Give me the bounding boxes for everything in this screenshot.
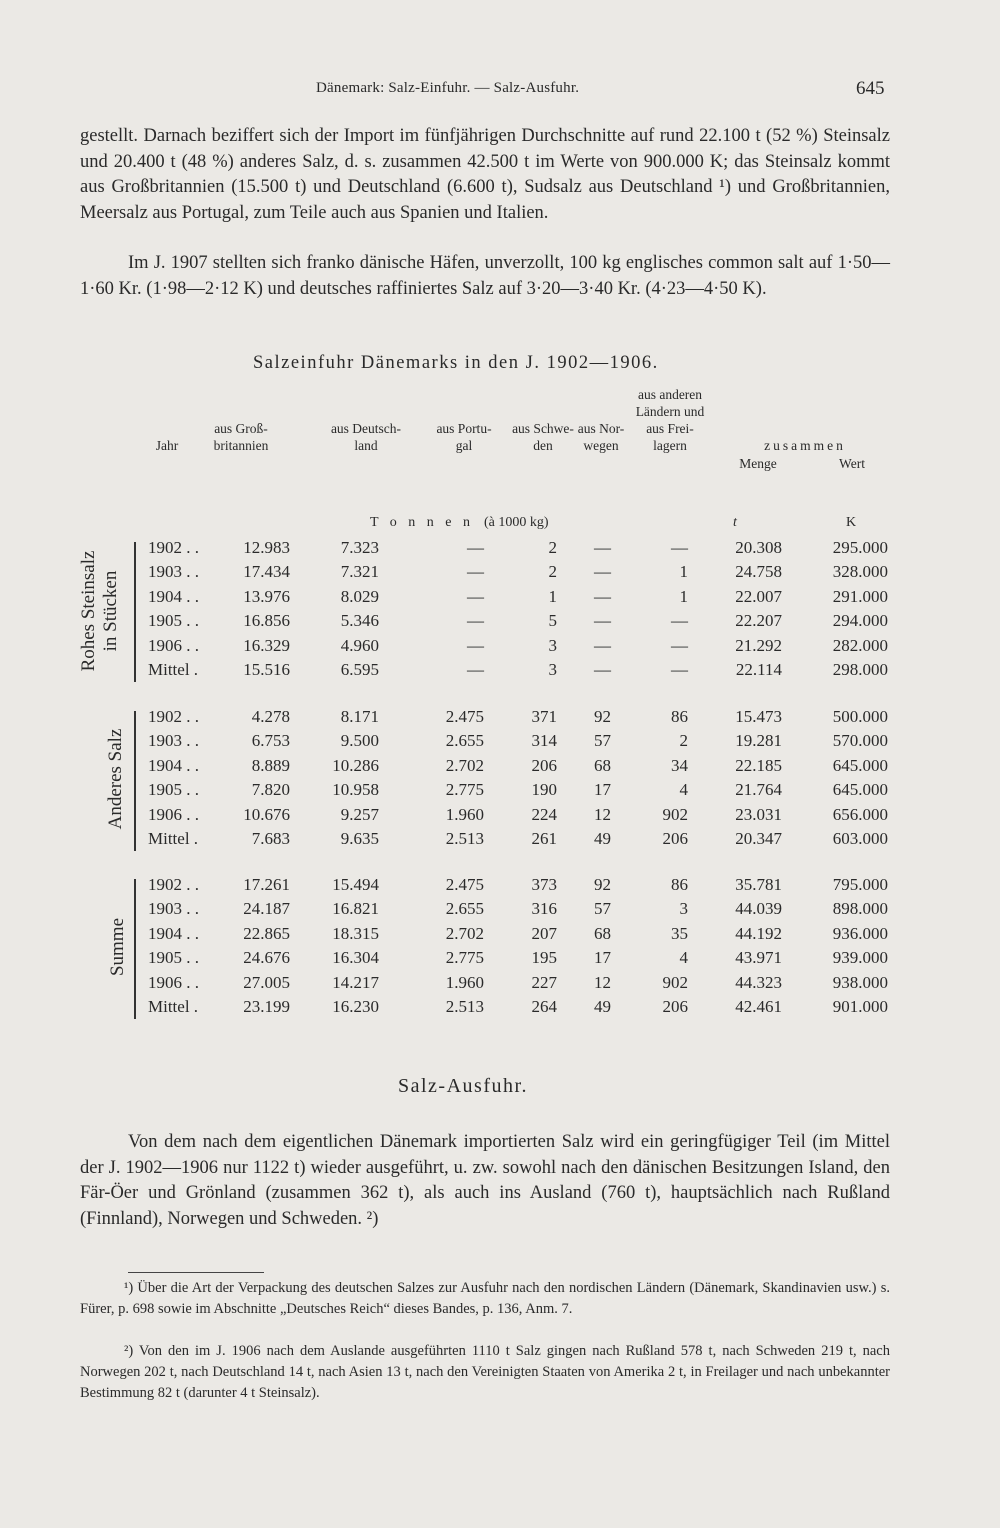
row-year: 1902 . . — [148, 538, 199, 557]
cell-other: 1 — [679, 586, 688, 606]
cell-menge: 24.758 — [735, 562, 782, 582]
row-year: 1906 . . — [148, 635, 199, 655]
cell-wert: 938.000 — [832, 972, 888, 992]
cell-wert: 898.000 — [832, 899, 888, 919]
cell-de: 8.171 — [340, 707, 379, 726]
cell-no: 17 — [594, 780, 611, 800]
cell-wert: 939.000 — [832, 948, 888, 968]
row-year: 1903 . . — [148, 562, 199, 582]
cell-se: 206 — [531, 755, 557, 775]
cell-se: 190 — [531, 780, 557, 800]
cell-no: 17 — [594, 948, 611, 968]
cell-wert: 645.000 — [832, 780, 888, 800]
cell-wert: 645.000 — [832, 755, 888, 775]
group-brace — [134, 542, 136, 682]
cell-se: 1 — [548, 586, 557, 606]
cell-gb: 10.676 — [243, 804, 290, 824]
cell-gb: 24.676 — [243, 948, 290, 968]
cell-menge: 23.031 — [735, 804, 782, 824]
footnote-2: ²) Von den im J. 1906 nach dem Auslande ausgeführten 1110 t Salz gingen nach Rußland 578 t, nach Schweden 219 t, nach Norwegen 202 t, nach Deutschland 14 t, nach Asien 13 t, nach den Vereinigten Staaten von Amerika 2 t, in Freilager und nach unbekannter Bestimmung 82 t (darunter 4 t Steinsalz). — [80, 1343, 890, 1401]
cell-de: 4.960 — [340, 635, 379, 655]
footnote-rule — [128, 1272, 264, 1273]
cell-other: 1 — [679, 562, 688, 582]
cell-gb: 8.889 — [251, 755, 290, 775]
row-year: Mittel . — [148, 997, 199, 1016]
cell-de: 14.217 — [332, 972, 379, 992]
cell-pt: — — [467, 586, 484, 606]
cell-other: 86 — [671, 707, 688, 726]
cell-pt: 2.475 — [445, 875, 484, 894]
cell-gb: 22.865 — [243, 923, 290, 943]
cell-menge: 20.308 — [735, 538, 782, 557]
cell-gb: 7.683 — [251, 829, 290, 848]
cell-pt: 2.702 — [445, 923, 484, 943]
cell-wert: 936.000 — [832, 923, 888, 943]
intro-paragraph-2: Im J. 1907 stellten sich franko dänische Häfen, unverzollt, 100 kg englisches common salt auf 1·50—1·60 Kr. (1·98—2·12 K) und deutsches raffiniertes Salz auf 3·20—3·40 Kr. (4·23—4·50 K). — [80, 253, 890, 299]
cell-de: 15.494 — [332, 875, 379, 894]
group-label — [107, 874, 129, 1020]
cell-wert: 282.000 — [832, 635, 888, 655]
cell-menge: 19.281 — [735, 731, 782, 751]
cell-se: 3 — [548, 660, 557, 679]
cell-no: 49 — [594, 997, 611, 1016]
row-year: 1902 . . — [148, 707, 199, 726]
cell-menge: 44.039 — [735, 899, 782, 919]
cell-other: 4 — [679, 948, 688, 968]
header-no: aus Nor-wegen — [577, 421, 625, 453]
cell-no: 92 — [594, 707, 611, 726]
running-header-title: Dänemark: Salz-Einfuhr. — Salz-Ausfuhr. — [316, 80, 580, 96]
row-year: 1904 . . — [148, 755, 199, 775]
group-label-line-1: Rohes Steinsalz — [77, 550, 99, 672]
cell-wert: 795.000 — [832, 875, 888, 894]
cell-pt: 2.775 — [445, 780, 484, 800]
cell-gb: 7.820 — [251, 780, 290, 800]
row-year: Mittel . — [148, 660, 199, 679]
row-year: 1902 . . — [148, 875, 199, 894]
export-paragraph: Von dem nach dem eigentlichen Dänemark importierten Salz wird ein geringfügiger Teil (im Mittel der J. 1902—1906 nur 1122 t) wieder ausgeführt, u. zw. sowohl nach den dänischen Besitzungen Island, den Fär-Öer und Grönland (zusammen 362 t), als auch ins Ausland (760 t), hauptsächlich nach Rußland (Finnland), Norwegen und Schweden. ²) — [80, 1132, 890, 1229]
header-wert: Wert — [839, 456, 865, 471]
cell-pt: — — [467, 611, 484, 631]
cell-menge: 21.292 — [735, 635, 782, 655]
cell-se: 207 — [531, 923, 557, 943]
row-year: 1904 . . — [148, 923, 199, 943]
cell-other: 902 — [662, 804, 688, 824]
cell-menge: 15.473 — [735, 707, 782, 726]
header-gb: aus Groß-britannien — [213, 421, 269, 453]
cell-wert: 656.000 — [832, 804, 888, 824]
cell-de: 16.821 — [332, 899, 379, 919]
cell-pt: 2.655 — [445, 899, 484, 919]
cell-pt: 2.513 — [445, 829, 484, 848]
cell-menge: 22.185 — [735, 755, 782, 775]
unit-tonnen: T o n n e n — [370, 515, 475, 530]
cell-no: 57 — [594, 731, 611, 751]
cell-de: 10.958 — [332, 780, 379, 800]
cell-gb: 23.199 — [243, 997, 290, 1016]
cell-menge: 43.971 — [735, 948, 782, 968]
cell-other: — — [671, 660, 688, 679]
export-title: Salz-Ausfuhr. — [398, 1075, 529, 1097]
cell-se: 371 — [531, 707, 557, 726]
cell-gb: 16.856 — [243, 611, 290, 631]
cell-se: 227 — [531, 972, 557, 992]
row-year: 1903 . . — [148, 731, 199, 751]
cell-gb: 15.516 — [243, 660, 290, 679]
cell-se: 2 — [548, 562, 557, 582]
cell-pt: 2.513 — [445, 997, 484, 1016]
cell-gb: 27.005 — [243, 972, 290, 992]
cell-gb: 4.278 — [251, 707, 290, 726]
cell-de: 16.230 — [332, 997, 379, 1016]
cell-pt: 1.960 — [445, 804, 484, 824]
cell-pt: — — [467, 660, 484, 679]
cell-other: 902 — [662, 972, 688, 992]
cell-no: 68 — [594, 923, 611, 943]
cell-se: 195 — [531, 948, 557, 968]
cell-menge: 22.007 — [735, 586, 782, 606]
cell-other: 3 — [679, 899, 688, 919]
cell-pt: 2.702 — [445, 755, 484, 775]
cell-se: 3 — [548, 635, 557, 655]
cell-menge: 22.207 — [735, 611, 782, 631]
cell-wert: 298.000 — [832, 660, 888, 679]
cell-pt: 2.775 — [445, 948, 484, 968]
cell-pt: 1.960 — [445, 972, 484, 992]
footnote-1: ¹) Über die Art der Verpackung des deutschen Salzes zur Ausfuhr nach den nordischen Ländern (Dänemark, Skandinavien usw.) s. Fürer, p. 698 sowie im Abschnitte „Deutsches Reich“ dieses Bandes, p. 136, Anm. 7. — [80, 1280, 890, 1317]
group-label-line-1: Anderes Salz — [104, 728, 126, 830]
cell-other: 206 — [662, 829, 688, 848]
cell-no: — — [594, 538, 611, 557]
cell-de: 9.500 — [340, 731, 379, 751]
cell-de: 6.595 — [340, 660, 379, 679]
cell-other: 206 — [662, 997, 688, 1016]
unit-t: t — [733, 515, 737, 530]
table-title: Salzeinfuhr Dänemarks in den J. 1902—1906. — [253, 353, 659, 373]
cell-wert: 500.000 — [832, 707, 888, 726]
cell-wert: 570.000 — [832, 731, 888, 751]
cell-gb: 6.753 — [251, 731, 290, 751]
cell-no: — — [594, 586, 611, 606]
cell-wert: 328.000 — [832, 562, 888, 582]
cell-wert: 295.000 — [832, 538, 888, 557]
cell-no: 57 — [594, 899, 611, 919]
page-number: 645 — [856, 78, 885, 99]
cell-se: 224 — [531, 804, 557, 824]
cell-de: 7.323 — [340, 538, 379, 557]
cell-de: 7.321 — [340, 562, 379, 582]
cell-menge: 20.347 — [735, 829, 782, 848]
cell-menge: 42.461 — [735, 997, 782, 1016]
group-label-line-2: in Stücken — [99, 570, 121, 652]
cell-pt: — — [467, 562, 484, 582]
cell-no: — — [594, 660, 611, 679]
cell-gb: 17.434 — [243, 562, 290, 582]
cell-other: 34 — [671, 755, 688, 775]
cell-wert: 294.000 — [832, 611, 888, 631]
group-brace — [134, 879, 136, 1019]
cell-de: 9.257 — [340, 804, 379, 824]
cell-se: 373 — [531, 875, 557, 894]
cell-de: 5.346 — [340, 611, 379, 631]
cell-no: 12 — [594, 972, 611, 992]
cell-wert: 901.000 — [832, 997, 888, 1016]
unit-tonnen-paren: (à 1000 kg) — [484, 515, 549, 530]
unit-k: K — [846, 515, 857, 530]
cell-no: — — [594, 611, 611, 631]
row-year: 1905 . . — [148, 780, 199, 800]
cell-other: 86 — [671, 875, 688, 894]
cell-menge: 22.114 — [735, 660, 782, 679]
cell-pt: — — [467, 635, 484, 655]
cell-no: 92 — [594, 875, 611, 894]
cell-other: — — [671, 635, 688, 655]
cell-de: 16.304 — [332, 948, 379, 968]
cell-other: — — [671, 538, 688, 557]
group-label-line-1: Summe — [106, 918, 128, 977]
cell-no: — — [594, 635, 611, 655]
cell-gb: 13.976 — [243, 586, 290, 606]
cell-se: 261 — [531, 829, 557, 848]
cell-se: 264 — [531, 997, 557, 1016]
cell-gb: 12.983 — [243, 538, 290, 557]
cell-pt: — — [467, 538, 484, 557]
cell-pt: 2.475 — [445, 707, 484, 726]
cell-other: 4 — [679, 780, 688, 800]
cell-se: 314 — [531, 731, 557, 751]
cell-se: 5 — [548, 611, 557, 631]
cell-no: — — [594, 562, 611, 582]
cell-other: — — [671, 611, 688, 631]
row-year: 1904 . . — [148, 586, 199, 606]
header-menge: Menge — [739, 456, 777, 471]
cell-no: 49 — [594, 829, 611, 848]
cell-wert: 291.000 — [832, 586, 888, 606]
cell-se: 316 — [531, 899, 557, 919]
header-de: aus Deutsch-land — [330, 421, 402, 453]
cell-de: 8.029 — [340, 586, 379, 606]
cell-menge: 44.323 — [735, 972, 782, 992]
cell-de: 9.635 — [340, 829, 379, 848]
row-year: Mittel . — [148, 829, 199, 848]
group-label — [105, 706, 127, 852]
cell-gb: 17.261 — [243, 875, 290, 894]
cell-menge: 35.781 — [735, 875, 782, 894]
cell-no: 12 — [594, 804, 611, 824]
cell-menge: 21.764 — [735, 780, 782, 800]
row-year: 1906 . . — [148, 804, 199, 824]
header-zusammen: zusammen — [764, 438, 846, 453]
intro-paragraph-1: gestellt. Darnach beziffert sich der Import im fünfjährigen Durchschnitte auf rund 22.100 t (52 %) Steinsalz und 20.400 t (48 %) anderes Salz, d. s. zusammen 42.500 t im Werte von 900.000 K; das Steinsalz kommt aus Großbritannien (15.500 t) und Deutschland (6.600 t), Sudsalz aus Deutschland ¹) und Großbritannien, Meersalz aus Portugal, zum Teile auch aus Spanien und Italien. — [80, 126, 890, 223]
cell-de: 10.286 — [332, 755, 379, 775]
cell-other: 35 — [671, 923, 688, 943]
header-jahr: Jahr — [155, 438, 179, 453]
cell-se: 2 — [548, 538, 557, 557]
row-year: 1906 . . — [148, 972, 199, 992]
group-label — [78, 538, 122, 684]
cell-gb: 16.329 — [243, 635, 290, 655]
cell-other: 2 — [679, 731, 688, 751]
row-year: 1905 . . — [148, 948, 199, 968]
row-year: 1903 . . — [148, 899, 199, 919]
group-brace — [134, 711, 136, 851]
cell-de: 18.315 — [332, 923, 379, 943]
cell-pt: 2.655 — [445, 731, 484, 751]
header-other: aus anderen Ländern und aus Frei-lagern — [635, 387, 705, 453]
cell-wert: 603.000 — [832, 829, 888, 848]
cell-gb: 24.187 — [243, 899, 290, 919]
header-se: aus Schwe-den — [512, 421, 574, 453]
header-pt: aus Portu-gal — [436, 421, 492, 453]
cell-no: 68 — [594, 755, 611, 775]
row-year: 1905 . . — [148, 611, 199, 631]
cell-menge: 44.192 — [735, 923, 782, 943]
